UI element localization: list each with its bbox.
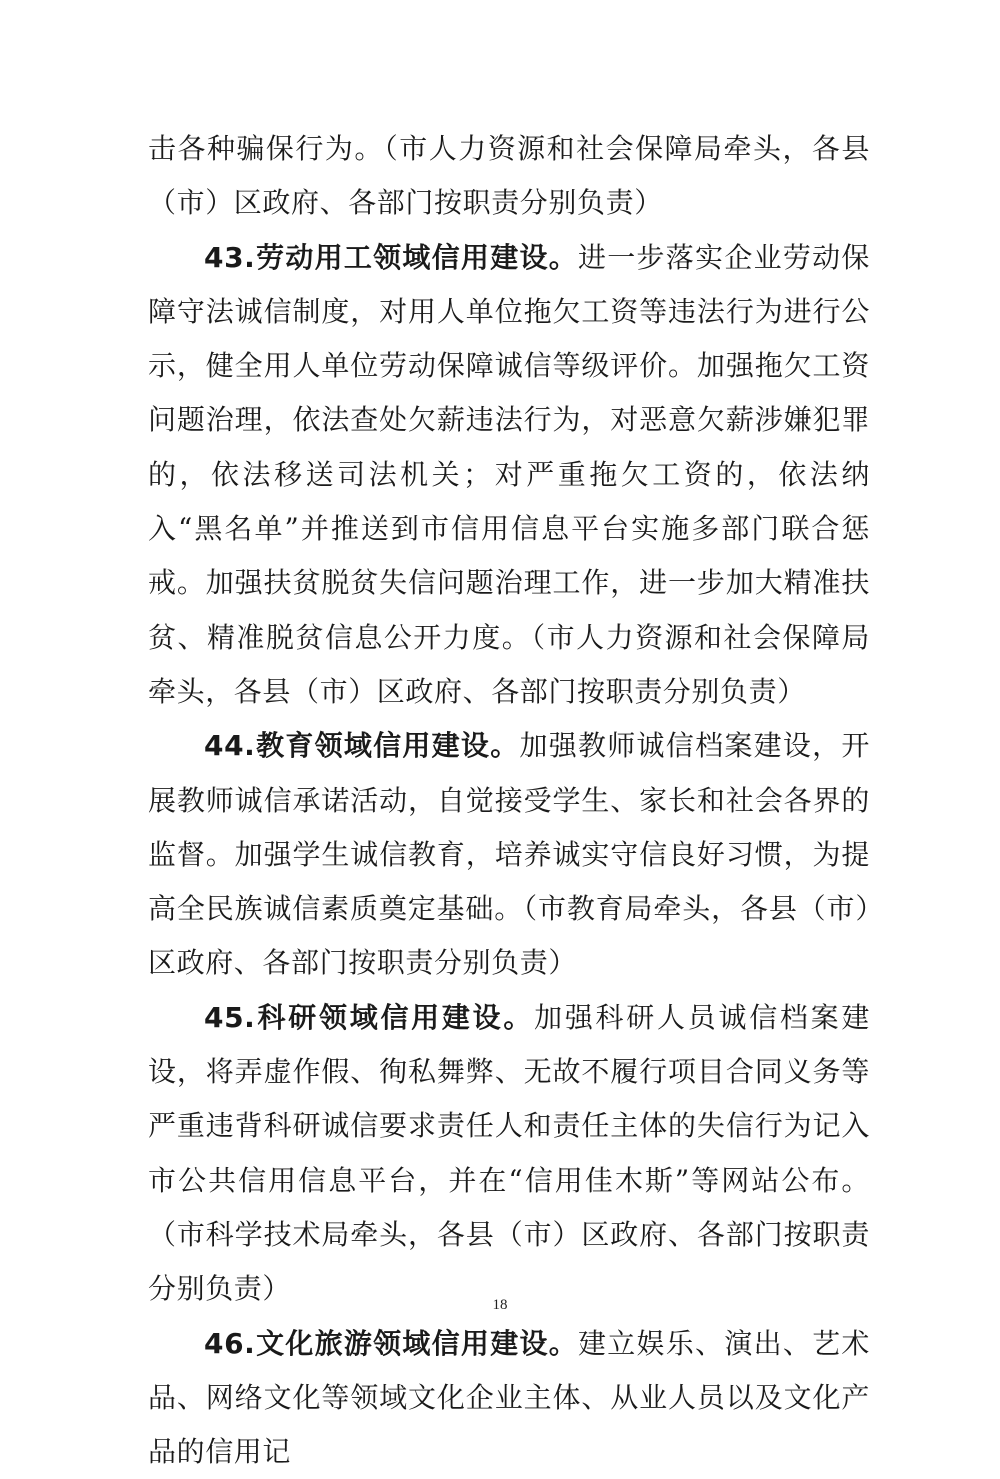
paragraph-body: 加强教师诚信档案建设，开展教师诚信承诺活动，自觉接受学生、家长和社会各界的监督。加强学生诚信教育，培养诚实守信良好习惯，为提高全民族诚信素质奠定基础。（市教育局牵头，各县（市）区政府、各部门按职责分别负责） <box>148 729 870 980</box>
paragraph-body: 击各种骗保行为。（市人力资源和社会保障局牵头，各县（市）区政府、各部门按职责分别负责） <box>148 132 870 220</box>
paragraph-body: 进一步落实企业劳动保障守法诚信制度，对用人单位拖欠工资等违法行为进行公示，健全用人单位劳动保障诚信等级评价。加强拖欠工资问题治理，依法查处欠薪违法行为，对恶意欠薪涉嫌犯罪的，依法移送司法机关；对严重拖欠工资的，依法纳入“黑名单”并推送到市信用信息平台实施多部门联合惩戒。加强扶贫脱贫失信问题治理工作，进一步加大精准扶贫、精准脱贫信息公开力度。（市人力资源和社会保障局牵头，各县（市）区政府、各部门按职责分别负责） <box>148 240 870 708</box>
paragraph-item-44 <box>148 719 870 990</box>
paragraph-item-43 <box>148 231 870 720</box>
paragraph-heading: 45.科研领域信用建设。 <box>204 1000 535 1034</box>
paragraph-body: 建立娱乐、演出、艺术品、网络文化等领域文化企业主体、从业人员以及文化产品的信用记 <box>148 1326 870 1469</box>
paragraph-continuation <box>148 122 870 231</box>
paragraph-item-46 <box>148 1317 870 1479</box>
paragraph-item-45 <box>148 991 870 1317</box>
paragraph-heading: 44.教育领域信用建设。 <box>204 729 520 763</box>
paragraph-heading: 43.劳动用工领域信用建设。 <box>204 240 578 274</box>
paragraph-heading: 46.文化旅游领域信用建设。 <box>204 1326 578 1360</box>
paragraph-body: 加强科研人员诚信档案建设，将弄虚作假、徇私舞弊、无故不履行项目合同义务等严重违背科研诚信要求责任人和责任主体的失信行为记入市公共信用信息平台，并在“信用佳木斯”等网站公布。（市科学技术局牵头，各县（市）区政府、各部门按职责分别负责） <box>148 1000 870 1306</box>
document-page <box>148 122 870 1479</box>
page-number: 18 <box>492 1297 508 1313</box>
